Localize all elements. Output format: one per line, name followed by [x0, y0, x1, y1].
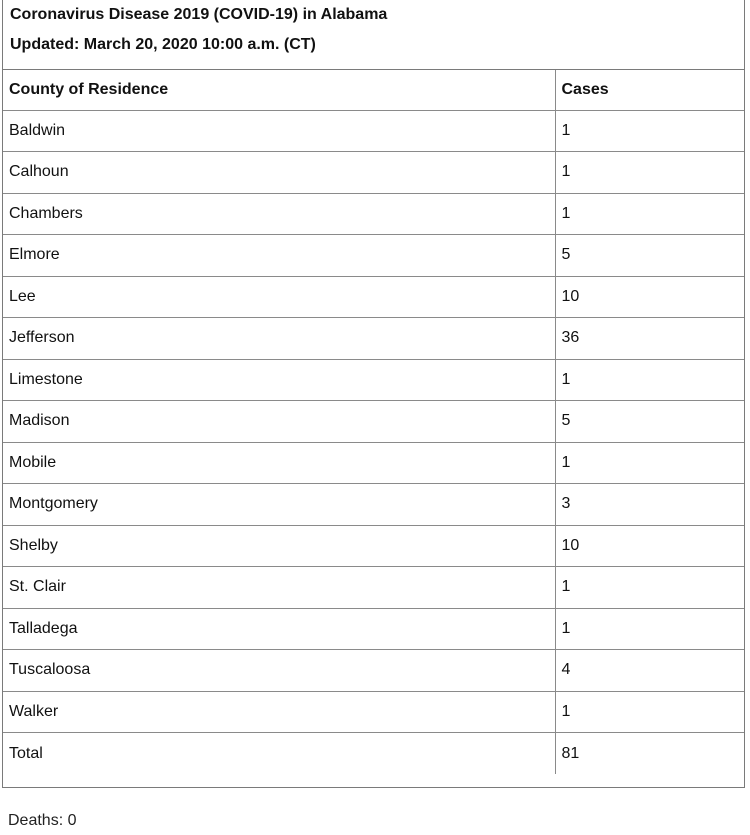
cases-cell: 1: [555, 608, 744, 650]
table-row: [3, 318, 744, 360]
cases-cell: 1: [555, 567, 744, 609]
table-body: [3, 110, 744, 774]
table-row: [3, 235, 744, 277]
county-cell: Baldwin: [3, 110, 555, 152]
table-row: [3, 484, 744, 526]
cases-cell: 5: [555, 235, 744, 277]
table-row: [3, 193, 744, 235]
county-cell: Walker: [3, 691, 555, 733]
county-cell: Jefferson: [3, 318, 555, 360]
table-row: [3, 525, 744, 567]
updated-timestamp: Updated: March 20, 2020 10:00 a.m. (CT): [10, 36, 316, 53]
cases-cell: 5: [555, 401, 744, 443]
county-cell: Limestone: [3, 359, 555, 401]
table-row: [3, 276, 744, 318]
county-cell: St. Clair: [3, 567, 555, 609]
county-cell: Mobile: [3, 442, 555, 484]
cases-cell: 1: [555, 442, 744, 484]
county-cell: Elmore: [3, 235, 555, 277]
cases-cell: 10: [555, 276, 744, 318]
cases-cell: 1: [555, 359, 744, 401]
county-cell: Talladega: [3, 608, 555, 650]
table-row: [3, 567, 744, 609]
deaths-count: Deaths: 0: [8, 812, 77, 829]
cases-cell: 1: [555, 110, 744, 152]
county-cell: Tuscaloosa: [3, 650, 555, 692]
cases-cell: 3: [555, 484, 744, 526]
cases-cell: 1: [555, 193, 744, 235]
total-label-cell: Total: [3, 733, 555, 775]
county-cell: Madison: [3, 401, 555, 443]
column-header-county: County of Residence: [9, 80, 169, 98]
cases-cell: 4: [555, 650, 744, 692]
county-cell: Calhoun: [3, 152, 555, 194]
table-row: [3, 359, 744, 401]
table-row: [3, 608, 744, 650]
table-row: [3, 110, 744, 152]
cases-cell: 1: [555, 152, 744, 194]
table-row: [3, 152, 744, 194]
total-cases-cell: 81: [555, 733, 744, 775]
table-row: [3, 401, 744, 443]
cases-cell: 1: [555, 691, 744, 733]
page-title: Coronavirus Disease 2019 (COVID-19) in Alabama: [10, 6, 388, 23]
county-cell: Chambers: [3, 193, 555, 235]
county-cell: Lee: [3, 276, 555, 318]
table-header-row: [3, 70, 744, 110]
county-cell: Montgomery: [3, 484, 555, 526]
table-row: [3, 650, 744, 692]
column-header-cases: Cases: [555, 70, 744, 110]
table-row: [3, 442, 744, 484]
county-cell: Shelby: [3, 525, 555, 567]
table-row: [3, 691, 744, 733]
covid-table-frame: [2, 0, 745, 788]
cases-cell: 10: [555, 525, 744, 567]
total-row: [3, 733, 744, 775]
cases-cell: 36: [555, 318, 744, 360]
table-header: [3, 0, 744, 70]
cases-table: [3, 70, 744, 774]
